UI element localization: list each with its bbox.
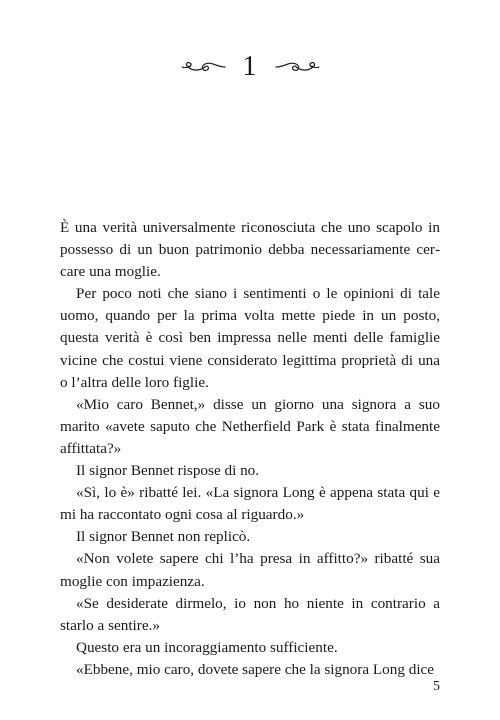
left-flourish-icon — [181, 59, 227, 75]
page-number: 5 — [433, 679, 440, 694]
paragraph: «Non volete sapere chi l’ha presa in affitto?» ribatté sua moglie con impazienza. — [60, 550, 440, 590]
paragraph: Per poco noti che siano i sentimenti o le opinioni di tale uomo, quando per la prima volta mette piede in un posto, questa verità è così ben impressa nelle menti delle famiglie vicine che costui viene considerato legittima proprietà di una o l’altra delle loro figlie. — [60, 285, 440, 391]
chapter-number: 1 — [242, 51, 258, 82]
paragraph: Questo era un incoraggiamento sufficiente. — [76, 638, 338, 656]
chapter-heading — [0, 50, 500, 84]
right-flourish-icon — [274, 59, 320, 75]
paragraph: «Se desiderate dirmelo, io non ho niente in contrario a starlo a sentire.» — [60, 594, 440, 634]
paragraph: Il signor Bennet rispose di no. — [76, 462, 260, 480]
paragraph: Il signor Bennet non replicò. — [76, 528, 251, 546]
paragraph: «Ebbene, mio caro, dovete sapere che la signora Long dice — [76, 660, 435, 678]
chapter-body — [60, 217, 440, 681]
paragraph: «Sì, lo è» ribatté lei. «La signora Long è appena stata qui e mi ha raccontato ogni cosa al riguardo.» — [60, 484, 440, 524]
paragraph: «Mio caro Bennet,» disse un giorno una signora a suo marito «avete saputo che Netherfield Park è stata finalmente affittata?» — [60, 395, 440, 457]
paragraph: È una verità universalmente riconosciuta che uno scapolo in possesso di un buon patrimonio debba necessariamente cercare una moglie. — [60, 219, 440, 281]
